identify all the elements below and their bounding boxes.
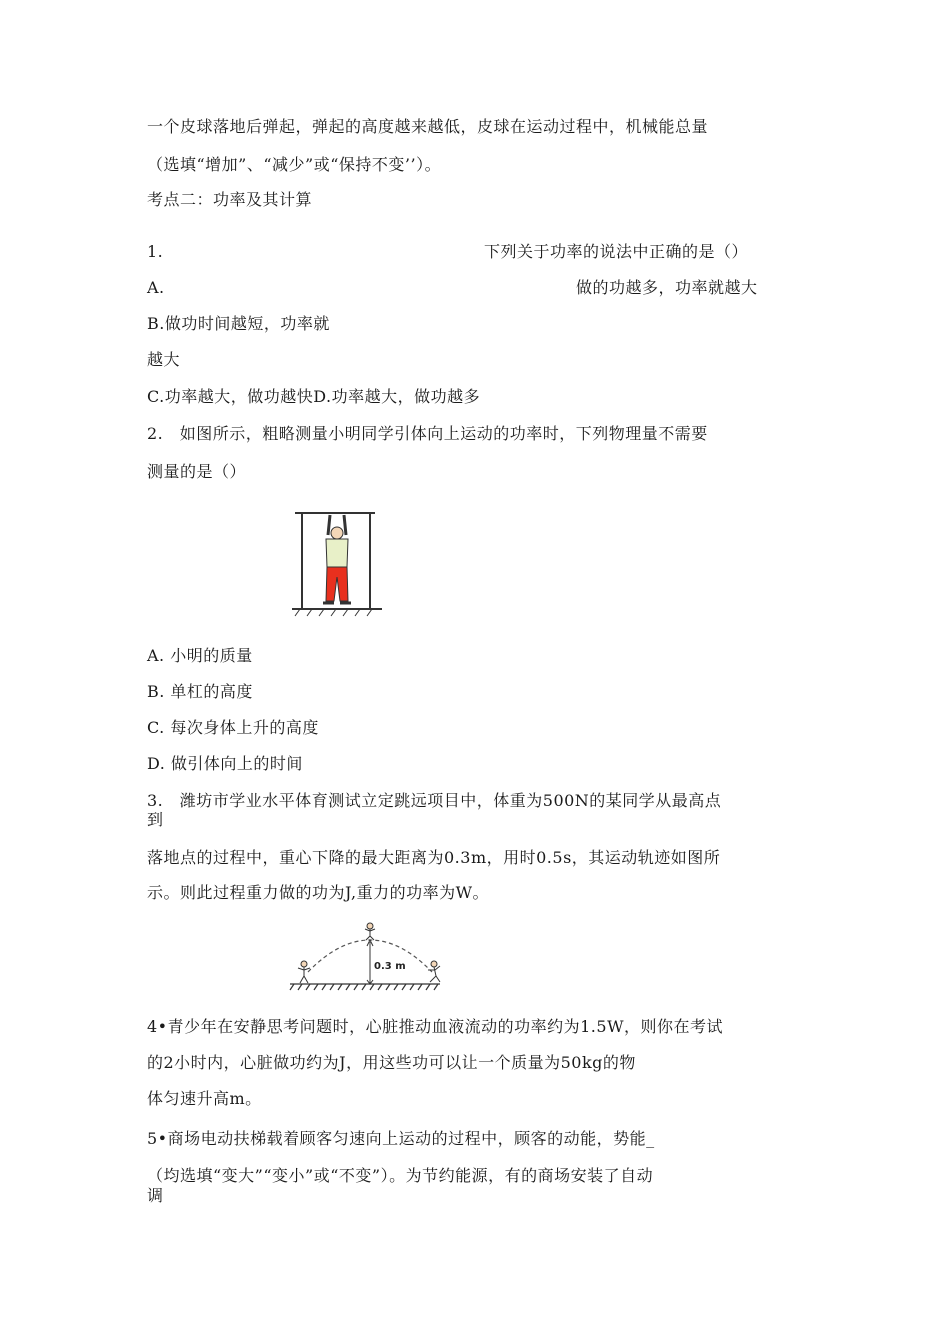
q2-option-b: B. 单杠的高度 [147, 682, 253, 701]
q1-option-a-text: 做的功越多，功率就越大 [576, 278, 758, 297]
q2-option-a: A. 小明的质量 [147, 646, 253, 665]
q5-line-2: （均选填“变大”“变小”或“不变”）。为节约能源，有的商场安装了自动 [147, 1166, 654, 1185]
q2-option-d: D. 做引体向上的时间 [147, 754, 303, 773]
jump-height-label: 0.3 m [374, 961, 406, 972]
q2-line-2: 测量的是（） [147, 462, 247, 481]
q4-line-2: 的2小时内，心脏做功约为J，用这些功可以让一个质量为50kg的物 [147, 1053, 636, 1072]
long-jump-figure [286, 918, 446, 994]
intro-line-1: 一个皮球落地后弹起，弹起的高度越来越低，皮球在运动过程中，机械能总量 [147, 117, 709, 136]
q3-line-1: 3. 潍坊市学业水平体育测试立定跳远项目中，体重为500N的某同学从最高点 [147, 791, 722, 810]
section-title: 考点二：功率及其计算 [147, 190, 313, 209]
q4-line-3: 体匀速升高m。 [147, 1089, 262, 1108]
q1-option-a-label: A. [147, 278, 165, 297]
q5-line-3: 调 [147, 1186, 164, 1205]
q1-option-cd: C.功率越大，做功越快D.功率越大，做功越多 [147, 387, 481, 406]
q1-stem: 下列关于功率的说法中正确的是（） [484, 242, 749, 261]
q1-option-b-line2: 越大 [147, 350, 181, 369]
pullup-figure [290, 505, 390, 625]
q5-line-1: 5•商场电动扶梯载着顾客匀速向上运动的过程中，顾客的动能，势能_ [147, 1129, 655, 1148]
q3-line-4: 示。则此过程重力做的功为J,重力的功率为W。 [147, 883, 490, 902]
intro-line-2: （选填“增加”、“减少”或“保持不变’’）。 [147, 155, 442, 174]
q1-number: 1. [147, 242, 164, 261]
q3-line-2: 到 [147, 810, 164, 829]
q4-line-1: 4•青少年在安静思考问题时，心脏推动血液流动的功率约为1.5W，则你在考试 [147, 1017, 724, 1036]
q2-line-1: 2. 如图所示，粗略测量小明同学引体向上运动的功率时，下列物理量不需要 [147, 424, 708, 443]
q3-line-3: 落地点的过程中，重心下降的最大距离为0.3m，用时0.5s，其运动轨迹如图所 [147, 848, 721, 867]
q2-option-c: C. 每次身体上升的高度 [147, 718, 319, 737]
q1-option-b-line1: B.做功时间越短，功率就 [147, 314, 330, 333]
